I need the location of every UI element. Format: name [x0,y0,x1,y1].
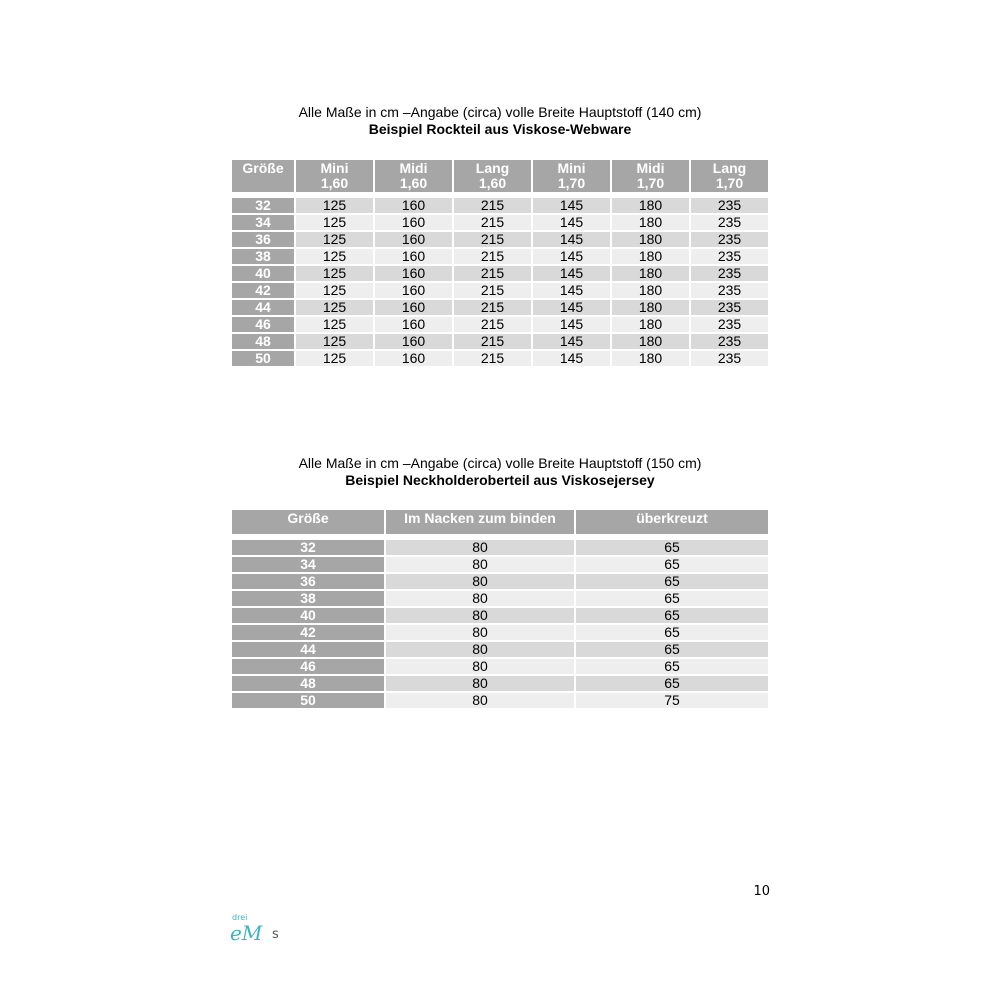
measurement-cell: 160 [375,198,452,213]
table1-header-line1: Mini [557,160,586,176]
table-row [232,198,768,213]
table2-header-cell: überkreuzt [576,510,768,534]
measurement-cell: 160 [375,266,452,281]
table1-header-cell [454,160,531,192]
table1-header-line1: Midi [399,160,428,176]
measurement-cell: 235 [691,317,768,332]
table-row [232,659,768,674]
measurement-cell: 125 [296,249,373,264]
table-spacer-row [232,536,768,538]
table2-caption [232,455,768,489]
measurement-cell: 145 [533,266,610,281]
table2-caption-line1: Alle Maße in cm –Angabe (circa) volle Breite Hauptstoff (150 cm) [298,455,702,471]
measurement-cell: 180 [612,215,689,230]
measurement-cell: 160 [375,283,452,298]
measurement-cell: 160 [375,351,452,366]
measurement-cell: 160 [375,249,452,264]
table-row [232,232,768,247]
measurement-cell: 235 [691,249,768,264]
page-number: 10 [753,884,770,899]
table1-header-cell [691,160,768,192]
size-cell: 50 [232,693,384,708]
measurement-cell: 80 [386,676,574,691]
measurement-cell: 80 [386,642,574,657]
size-cell: 40 [232,266,294,281]
skirt-size-table [230,158,770,368]
measurement-cell: 235 [691,215,768,230]
size-cell: 48 [232,676,384,691]
measurement-cell: 215 [454,317,531,332]
measurement-cell: 80 [386,591,574,606]
size-cell: 48 [232,334,294,349]
measurement-cell: 235 [691,232,768,247]
measurement-cell: 235 [691,198,768,213]
table-row [232,317,768,332]
size-cell: 34 [232,215,294,230]
logo-main-text: eM [230,921,263,945]
table2-header-cell: Größe [232,510,384,534]
size-cell: 42 [232,625,384,640]
table1-caption [232,104,768,138]
table-spacer-row [232,194,768,196]
measurement-cell: 215 [454,232,531,247]
table-row [232,351,768,366]
table-row [232,625,768,640]
measurement-cell: 160 [375,232,452,247]
measurement-cell: 215 [454,283,531,298]
table1-header-line2: 1,60 [320,175,349,191]
measurement-cell: 65 [576,608,768,623]
size-cell: 32 [232,198,294,213]
table-spacer-cell [232,194,768,196]
size-cell: 46 [232,659,384,674]
measurement-cell: 215 [454,198,531,213]
measurement-cell: 215 [454,266,531,281]
table1-header-line2: 1,70 [557,175,586,191]
measurement-cell: 125 [296,283,373,298]
table-row [232,557,768,572]
table1-header-line1: Größe [242,160,284,176]
measurement-cell: 160 [375,334,452,349]
measurement-cell: 180 [612,266,689,281]
table-spacer-cell [232,536,768,538]
measurement-cell: 80 [386,693,574,708]
table1-header-line1: Midi [636,160,665,176]
measurement-cell: 145 [533,198,610,213]
measurement-cell: 180 [612,300,689,315]
table1-header-cell [232,160,294,192]
measurement-cell: 235 [691,334,768,349]
table1-header-line2: 1,60 [478,175,507,191]
measurement-cell: 215 [454,300,531,315]
measurement-cell: 75 [576,693,768,708]
measurement-cell: 125 [296,232,373,247]
size-cell: 44 [232,642,384,657]
size-cell: 32 [232,540,384,555]
table1-caption-title: Beispiel Rockteil aus Viskose-Webware [368,121,632,137]
measurement-cell: 180 [612,283,689,298]
measurement-cell: 180 [612,351,689,366]
table-row [232,591,768,606]
measurement-cell: 145 [533,300,610,315]
logo-small-text: drei [232,913,248,922]
measurement-cell: 215 [454,334,531,349]
table-row [232,215,768,230]
measurement-cell: 80 [386,625,574,640]
measurement-cell: 65 [576,557,768,572]
measurement-cell: 145 [533,317,610,332]
table1-header-cell [533,160,610,192]
measurement-cell: 145 [533,334,610,349]
measurement-cell: 80 [386,574,574,589]
neckholder-size-table [230,508,770,710]
measurement-cell: 80 [386,608,574,623]
measurement-cell: 180 [612,232,689,247]
measurement-cell: 125 [296,334,373,349]
measurement-cell: 80 [386,659,574,674]
table-row [232,642,768,657]
measurement-cell: 215 [454,351,531,366]
measurement-cell: 160 [375,300,452,315]
table-row [232,574,768,589]
size-cell: 34 [232,557,384,572]
measurement-cell: 145 [533,249,610,264]
table1-header-line1: Lang [475,160,510,176]
measurement-cell: 215 [454,249,531,264]
measurement-cell: 65 [576,591,768,606]
measurement-cell: 125 [296,317,373,332]
table-row [232,693,768,708]
table1-header-line1: Lang [712,160,747,176]
measurement-cell: 235 [691,266,768,281]
measurement-cell: 145 [533,351,610,366]
size-cell: 40 [232,608,384,623]
table1-header-cell [612,160,689,192]
measurement-cell: 160 [375,317,452,332]
measurement-cell: 65 [576,540,768,555]
table-row [232,300,768,315]
size-cell: 42 [232,283,294,298]
measurement-cell: 235 [691,351,768,366]
measurement-cell: 65 [576,642,768,657]
table1-caption-line1: Alle Maße in cm –Angabe (circa) volle Breite Hauptstoff (140 cm) [298,104,702,120]
measurement-cell: 180 [612,334,689,349]
measurement-cell: 125 [296,198,373,213]
table-row [232,608,768,623]
measurement-cell: 180 [612,249,689,264]
table1-header-cell [375,160,452,192]
size-cell: 46 [232,317,294,332]
measurement-cell: 65 [576,574,768,589]
neckholder-size-table-section [232,455,768,710]
size-cell: 38 [232,591,384,606]
measurement-cell: 65 [576,625,768,640]
measurement-cell: 145 [533,283,610,298]
measurement-cell: 235 [691,283,768,298]
size-cell: 36 [232,232,294,247]
table-row [232,676,768,691]
logo-tail-text: s [272,927,279,942]
measurement-cell: 80 [386,540,574,555]
table2-caption-title: Beispiel Neckholderoberteil aus Viskosejersey [345,472,655,488]
table-row [232,266,768,281]
table1-header-line2: 1,70 [636,175,665,191]
table-row [232,249,768,264]
table-row [232,334,768,349]
table2-header-cell: Im Nacken zum binden [386,510,574,534]
measurement-cell: 215 [454,215,531,230]
size-cell: 38 [232,249,294,264]
measurement-cell: 180 [612,317,689,332]
measurement-cell: 125 [296,351,373,366]
measurement-cell: 125 [296,266,373,281]
brand-logo [228,913,288,945]
measurement-cell: 160 [375,215,452,230]
table1-header-line1: Mini [320,160,349,176]
table-row [232,283,768,298]
measurement-cell: 235 [691,300,768,315]
measurement-cell: 145 [533,215,610,230]
size-cell: 50 [232,351,294,366]
table1-header-line2: 1,60 [399,175,428,191]
table-row [232,540,768,555]
table1-header-cell [296,160,373,192]
measurement-cell: 180 [612,198,689,213]
skirt-size-table-section [232,104,768,368]
measurement-cell: 65 [576,676,768,691]
measurement-cell: 125 [296,215,373,230]
size-cell: 36 [232,574,384,589]
measurement-cell: 145 [533,232,610,247]
measurement-cell: 125 [296,300,373,315]
table1-header-line2: 1,70 [715,175,744,191]
measurement-cell: 65 [576,659,768,674]
size-cell: 44 [232,300,294,315]
measurement-cell: 80 [386,557,574,572]
